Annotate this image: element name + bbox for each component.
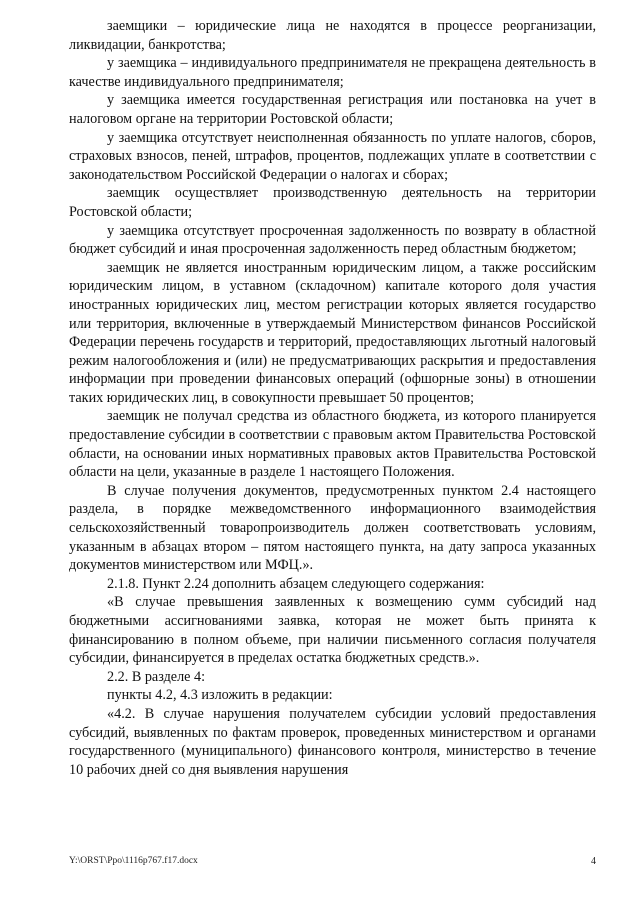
- paragraph-6: у заемщика отсутствует просроченная задолженность по возврату в областной бюджет субсидий и иная просроченная задолженность перед областным бюджетом;: [69, 222, 596, 258]
- paragraph-5: заемщик осуществляет производственную деятельность на территории Ростовской области;: [69, 185, 596, 220]
- paragraph-1: заемщики – юридические лица не находятся в процессе реорганизации, ликвидации, банкротства;: [69, 18, 596, 53]
- document-body: [69, 17, 596, 779]
- paragraph-13: пункты 4.2, 4.3 изложить в редакции:: [107, 687, 333, 704]
- paragraph-7: заемщик не является иностранным юридическим лицом, а также российским юридическим лицом, в уставном (складочном) капитале которого доля участия иностранных юридических лиц, местом регистрации которых является государство или территория, включенные в утверждаемый Министерством финансов Российской Федерации перечень государств и территорий, предоставляющих льготный налоговый режим налогообложения и (или) не предусматривающих раскрытия и предоставления информации при проведении финансовых операций (офшорные зоны) в отношении таких юридических лиц, в совокупности превышает 50 процентов;: [69, 259, 596, 406]
- paragraph-12: 2.2. В разделе 4:: [107, 668, 206, 685]
- footer-file-path: Y:\ORST\Ppo\1116p767.f17.docx: [69, 856, 198, 866]
- paragraph-3: у заемщика имеется государственная регистрация или постановка на учет в налоговом органе на территории Ростовской области;: [69, 92, 596, 127]
- paragraph-10: 2.1.8. Пункт 2.24 дополнить абзацем следующего содержания:: [107, 575, 485, 592]
- paragraph-14: «4.2. В случае нарушения получателем субсидии условий предоставления субсидий, выявленных по фактам проверок, проведенных министерством и органами государственного (муниципального) финансового контроля, министерство в течение 10 рабочих дней со дня выявления нарушения: [69, 705, 596, 778]
- paragraph-2: у заемщика – индивидуального предпринимателя не прекращена деятельность в качестве индивидуального предпринимателя;: [69, 55, 596, 90]
- paragraph-8: заемщик не получал средства из областного бюджета, из которого планируется предоставление субсидии в соответствии с правовым актом Правительства Ростовской области, на основании иных нормативных правовых актов Правительства Ростовской области на цели, указанные в разделе 1 настоящего Положения.: [69, 408, 596, 481]
- paragraph-4: у заемщика отсутствует неисполненная обязанность по уплате налогов, сборов, страховых взносов, пеней, штрафов, процентов, подлежащих уплате в соответствии с законодательством Российской Федерации о налогах и сборах;: [69, 129, 596, 183]
- paragraph-11: «В случае превышения заявленных к возмещению сумм субсидий над бюджетными ассигнованиями заявка, которая не может быть принята к финансированию в полном объеме, при наличии письменного согласия получателя субсидии, финансируется в пределах остатка бюджетных средств.».: [69, 594, 596, 667]
- footer-page-number: 4: [591, 856, 596, 867]
- paragraph-9: В случае получения документов, предусмотренных пунктом 2.4 настоящего раздела, в порядке межведомственного информационного взаимодействия сельскохозяйственный товаропроизводитель должен соответствовать условиям, указанным в абзацах втором – пятом настоящего пункта, на дату запроса указанных документов министерством или МФЦ.».: [69, 482, 596, 574]
